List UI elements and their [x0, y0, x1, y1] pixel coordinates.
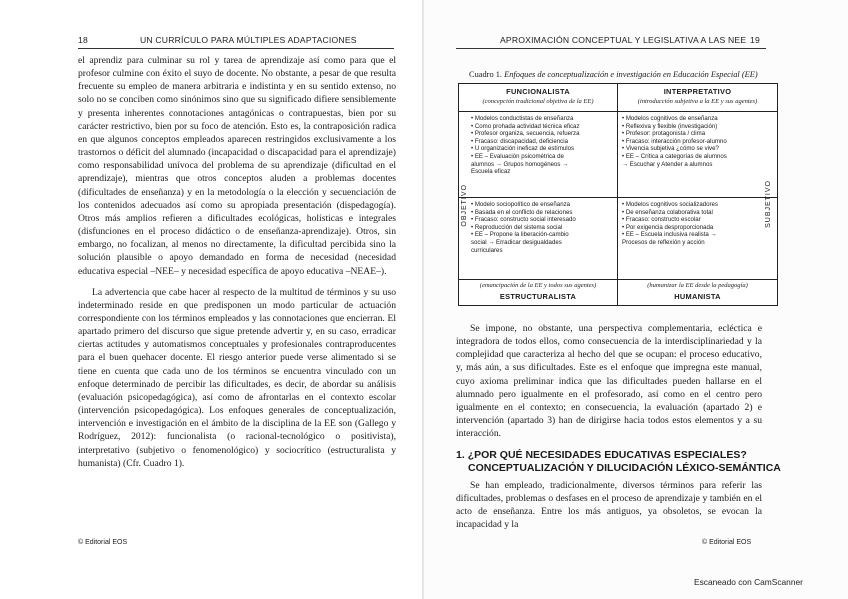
right-footer: © Editorial EOS: [702, 539, 752, 546]
left-page-number: 18: [78, 35, 88, 45]
left-body: [78, 54, 396, 478]
left-head-rule: [78, 48, 394, 49]
table-list-item: • Profesor organiza, secuencia, refuerza: [471, 130, 580, 138]
table-list-item: • Reflexiva y flexible (investigación): [622, 122, 718, 130]
table-list-item: → Escuchar y Atender a alumnos: [622, 160, 713, 168]
footer-estructuralista-sub: (emancipación de la EE y todos sus agentes): [479, 282, 597, 289]
table-caption: [469, 70, 758, 79]
cell-humanista-list: [622, 201, 718, 247]
table-bottom-header-rule: [459, 279, 777, 280]
left-paragraph-2: La advertencia que cabe hacer al respecto de la multitud de términos y su uso indeterminado reside en que predisponen un modo particular de actuación correspondiente con los términos empleados y las connotaciones que encierran. El apartado primero del discurso que sigue pretende advertir y, en su caso, erradicar ciertas actitudes y automatismos conceptuales y profesionales contraproducentes para el buen quehacer docente. El riesgo anterior puede verse alimentado si se tiene en cuenta que cada uno de los términos se encuentra vinculado con un enfoque determinado de percibir las dificultades, es decir, de abordar su análisis (evaluación psicopedagógica), así como de afrontarlas en el contexto escolar (intervención psicopedagógica). Los enfoques generales de conceptualización, intervención e investigación en el ámbito de la disciplina de la EE son (Gallego y Rodríguez, 2012): funcionalista (o racional-tecnológico o positivista), interpretativo (subjetivo o fenomenológico) y sociocrítico (estructuralista y humanista) (Cfr. Cuadro 1).: [78, 286, 396, 469]
cell-estructuralista-list: [471, 201, 576, 254]
left-footer: © Editorial EOS: [78, 539, 128, 546]
side-label-subjetivo: SUBJETIVO: [765, 180, 772, 228]
left-running-head: UN CURRÍCULO PARA MÚLTIPLES ADAPTACIONES: [140, 35, 357, 45]
section-number: 1.: [456, 449, 465, 461]
table-list-item: • Fracaso: discapacidad, deficiencia: [471, 137, 568, 145]
section-title-line-2: CONCEPTUALIZACIÓN Y DILUCIDACIÓN LÉXICO-SEMÁNTICA: [468, 462, 781, 474]
header-funcionalista-sub: (concepción tradicional objetiva de la EE): [482, 98, 594, 105]
section-title-line-1: ¿POR QUÉ NECESIDADES EDUCATIVAS ESPECIALES?: [467, 449, 747, 461]
table-list-item: • EE – Evaluación psicométrica de: [471, 152, 564, 160]
left-paragraph-1: el aprendiz para culminar su rol y tarea de aprendizaje así como para que el profesor culmine con éxito el suyo de docente. No obstante, a pesar de que resulta frecuente su empleo de manera arbitraria e indistinta y en su sentido extenso, no solo no se conciben como sinónimos sino que su significado difiere sensiblemente y presenta inherentes connotaciones antagónicas o contrapuestas, bien por su carácter restrictivo, bien por su foco de atención. Esto es, la contraposición radica en que algunos conceptos empleados aparecen restringidos exclusivamente a los trastornos o déficit del alumnado (incapacidad o discapacidad para el aprendizaje) como responsabilidad unívoca del problema de su aprendizaje (dificultad en el aprendizaje), mientras que otros conceptos aluden a problemas docentes (dificultades de enseñanza) y en la metodología o la elección y secuenciación de los contenidos adecuados así como su apropiada presentación (dispedagogía). Otros más amplios refieren a dificultades ecológicas, holísticas e integrales (disfunciones en el proceso didáctico o de enseñanza-aprendizaje). Otros, sin embargo, no focalizan, al menos no directamente, la dificultad percibida sino la solución plausible o apoyo demandado en forma de necesidad (necesidad educativa especial –NEE– y necesidad específica de apoyo educativa –NEAE–).: [78, 55, 396, 277]
table-middle-rule: [459, 197, 777, 198]
camscanner-watermark: Escaneado con CamScanner: [694, 577, 803, 587]
table-list-item: • EE – Crítica a categorías de alumnos: [622, 152, 727, 160]
table-list-item: alumnos → Grupos homogéneos →: [471, 160, 569, 168]
header-interpretativo-sub: (introducción subjetiva a la EE y sus agentes): [637, 98, 758, 105]
cell-interpretativo-list: [622, 115, 727, 168]
footer-estructuralista: ESTRUCTURALISTA: [499, 292, 577, 301]
table-list-item: • Fracaso: constructo social interesado: [471, 216, 576, 224]
right-head-rule: [456, 48, 766, 49]
right-body: [456, 322, 762, 448]
table-list-item: • Modelos cognitivos de enseñanza: [622, 115, 718, 122]
table-list-item: • Fracaso: constructo escolar: [622, 216, 701, 224]
right-page-number: 19: [750, 35, 760, 45]
section-paragraph: Se han empleado, tradicionalmente, diversos términos para referir las dificultades, problemas o desfases en el proceso de aprendizaje y también en el acto de enseñanza. Entre los más antiguos, ya obsoletos, se evocan la incapacidad y la: [456, 480, 762, 531]
header-interpretativo: INTERPRETATIVO: [663, 87, 732, 96]
table-list-item: • Por exigencia desproporcionada: [622, 223, 714, 231]
table-list-item: • Modelo sociopolítico de enseñanza: [471, 201, 571, 208]
right-paragraph-1: Se impone, no obstante, una perspectiva complementaria, ecléctica e integradora de todos ellos, como consecuencia de la interdisciplinariedad y la complejidad que caracteriza al hecho del que se ocupan: el proceso educativo, y, más aún, a sus dificultades. Este es el enfoque que impregna este manual, cuyo axioma preliminar indica que las dificultades pueden hallarse en el alumnado pero igualmente en el profesorado, así como en el centro pero igualmente en el contexto; en consecuencia, la evaluación (apartado 2) e intervención (apartado 3) han de dirigirse hacia todos estos elementos y a su interacción.: [456, 323, 762, 440]
section-heading: [456, 449, 781, 475]
table-list-item: • Fracaso: interacción profesor-alumno: [622, 137, 727, 145]
table-list-item: • EE – Propone la liberación-cambio: [471, 231, 569, 239]
enfoques-table: [458, 83, 778, 306]
table-list-item: • EE – Escuela inclusiva realista →: [622, 231, 717, 239]
table-list-item: • Como prohada actividad técnica eficaz: [471, 122, 580, 130]
table-list-item: • U organización ineficaz de estímulos: [471, 145, 575, 153]
table-list-item: Escuela eficaz: [471, 168, 511, 176]
footer-humanista-sub: (humanizar la EE desde la pedagogía): [647, 282, 748, 289]
table-center-divider: [617, 84, 618, 305]
right-running-head: APROXIMACIÓN CONCEPTUAL Y LEGISLATIVA A LAS NEE: [500, 35, 747, 45]
footer-humanista: HUMANISTA: [674, 292, 721, 301]
table-list-item: • Vivencia subjetiva ¿cómo se vive?: [622, 145, 719, 153]
table-list-item: social → Erradicar desigualdades: [471, 238, 562, 246]
table-list-item: • Basada en el conflicto de relaciones: [471, 208, 573, 216]
cell-funcionalista-list: [471, 115, 580, 176]
header-funcionalista: FUNCIONALISTA: [506, 87, 570, 96]
table-list-item: • De enseñanza colaborativa total: [622, 208, 713, 216]
table-list-item: • Modelos conductistas de enseñanza: [471, 115, 574, 122]
table-list-item: curriculares: [471, 246, 503, 254]
side-label-objetivo: OBJETIVO: [461, 184, 468, 227]
section-body: [456, 479, 762, 540]
table-list-item: • Modelos cognitivos socializadores: [622, 201, 718, 208]
table-list-item: • Reproducción del sistema social: [471, 223, 563, 231]
table-caption-text: Enfoques de conceptualización e investigación en Educación Especial (EE): [504, 70, 758, 79]
table-caption-label: Cuadro 1.: [469, 70, 503, 79]
table-top-header-rule: [459, 111, 777, 112]
table-list-item: Procesos de reflexión y acción: [622, 238, 705, 246]
table-list-item: • Profesor: protagonista / clima: [622, 130, 706, 138]
